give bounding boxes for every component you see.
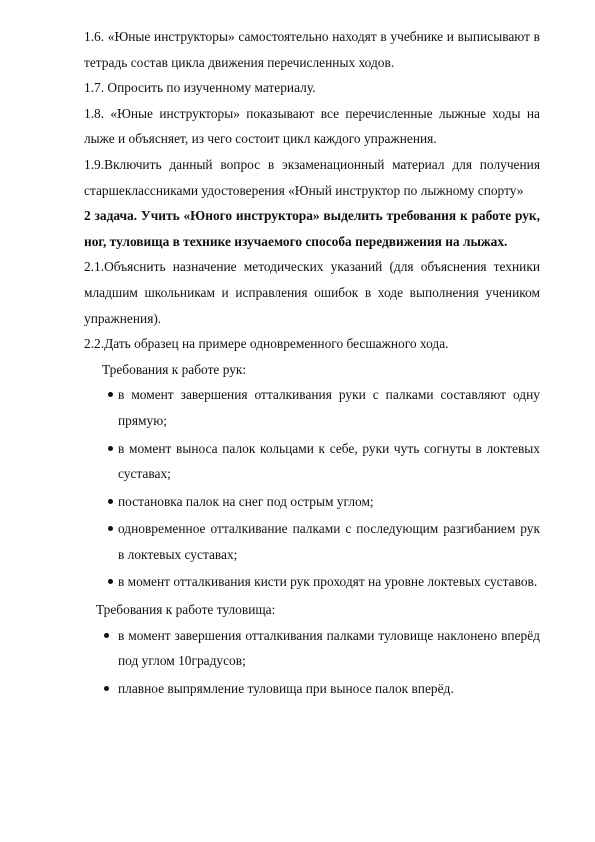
list-item <box>84 382 540 433</box>
bullet-icon <box>104 686 109 691</box>
paragraph-1-7: 1.7. Опросить по изученному материалу. <box>84 80 316 96</box>
list-item-text: в момент завершения отталкивания палками туловище наклонено вперёд под углом 10градусов; <box>118 627 540 669</box>
list-item <box>84 436 540 487</box>
list-item-text: одновременное отталкивание палками с последующим разгибанием рук в локтевых суставах; <box>118 521 540 562</box>
paragraph-1-8: 1.8. «Юные инструкторы» показывают все перечисленные лыжные ходы на лыже и объясняет, из чего состоит цикл каждого упражнения. <box>84 105 540 147</box>
list-item-text: в момент выноса палок кольцами к себе, руки чуть согнуты в локтевых суставах; <box>118 440 540 482</box>
arms-requirements-heading: Требования к работе рук: <box>102 361 247 377</box>
torso-requirements-list <box>84 623 540 702</box>
bullet-icon <box>108 526 113 531</box>
arms-requirements-list <box>84 382 540 595</box>
paragraph-1-6: 1.6. «Юные инструкторы» самостоятельно находят в учебнике и выписывают в тетрадь состав цикла движения перечисленных ходов. <box>84 29 540 70</box>
list-item-text: в момент завершения отталкивания руки с палками составляют одну прямую; <box>118 387 540 428</box>
list-item-text: постановка палок на снег под острым углом; <box>118 493 374 509</box>
list-item <box>84 623 540 674</box>
paragraph-1-9: 1.9.Включить данный вопрос в экзаменационный материал для получения старшеклассниками удостоверения «Юный инструктор по лыжному спорту» <box>84 156 540 198</box>
list-item <box>84 569 540 595</box>
list-item <box>84 516 540 567</box>
bullet-icon <box>108 579 113 584</box>
paragraph-2-1: 2.1.Объяснить назначение методических указаний (для объяснения техники младшим школьникам и исправления ошибок в ходе выполнения учеником упражнения). <box>84 259 540 326</box>
task-2-heading: 2 задача. Учить «Юного инструктора» выделить требования к работе рук, ног, туловища в технике изучаемого способа передвижения на лыжах. <box>84 208 540 249</box>
bullet-icon <box>108 446 113 451</box>
list-item-text: плавное выпрямление туловища при выносе палок вперёд. <box>118 680 454 696</box>
paragraph-2-2: 2.2.Дать образец на примере одновременного бесшажного хода. <box>84 336 449 352</box>
list-item <box>84 676 540 702</box>
bullet-icon <box>108 499 113 504</box>
document-body <box>84 24 540 703</box>
bullet-icon <box>104 633 109 638</box>
list-item <box>84 489 540 515</box>
bullet-icon <box>108 392 113 397</box>
list-item-text: в момент отталкивания кисти рук проходят на уровне локтевых суставов. <box>118 574 538 590</box>
torso-requirements-heading: Требования к работе туловища: <box>96 602 276 618</box>
